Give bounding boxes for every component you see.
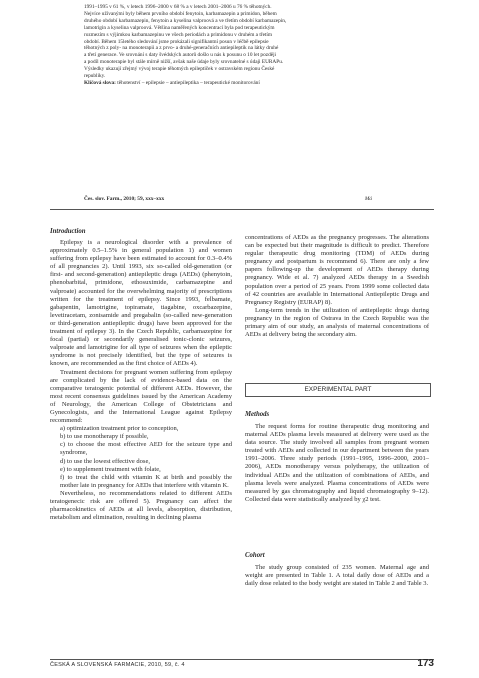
footer-divider: [50, 659, 434, 660]
header-divider: [50, 209, 434, 210]
list-item: e) to supplement treatment with folate,: [60, 465, 161, 473]
keywords: [84, 80, 376, 87]
citation-line: [84, 196, 376, 202]
abstract-line: a podíl monoterapie byl stále mírně nižší, avšak naše údaje byly srovnatelné s údaji EURAPu.: [84, 59, 284, 66]
intro-paragraph-2: Treatment decisions for pregnant women suffering from epilepsy are complicated by the lack of evidence-based data on the comparative teratogenic potential of different AEDs. However, the most recent consensus guidelines issued by the American Academy of Neurology, the American College of Obstetricians and Gynecologists, and the International League against Epilepsy recommend:: [50, 368, 232, 425]
keywords-label: Klíčová slova:: [84, 79, 116, 86]
list-item: b) to use monotherapy if possible,: [60, 433, 149, 441]
abstract-line: těhotných z poly- na monoterapii a z prvo- a druhé-generačních antiepileptik na látky druhé: [84, 45, 279, 52]
journal-footer: ČESKÁ A SLOVENSKÁ FARMACIE, 2010, 59, č. 4: [50, 662, 185, 668]
intro-continued: concentrations of AEDs as the pregnancy progresses. The alterations can be expected but their magnitude is difficult to predict. Therefore regular therapeutic drug monitoring (TDM) of AEDs during pregnancy and postpartum is recommend 6). There are only a few papers following-up the development of AEDs therapy during pregnancy. Wide et al. 7) analyzed AEDs therapy in a Swedish population over a period of 25 years. From 1999 some collected data of 42 countries are available in International Antiepileptic Drugs and Pregnancy Registry (EURAP) 8).: [245, 234, 429, 306]
abstract-line: lamotrigin a kyselina valproová. Většina naměřených koncentrací byla pod terapeutickým: [84, 24, 275, 31]
abstract-line: Výsledky ukazují zřejmý vývoj terapie těhotných epileptiček v ostravském regionu České: [84, 66, 275, 73]
experimental-part-box: EXPERIMENTAL PART: [245, 383, 431, 397]
list-item: a) optimization treatment prior to conception,: [60, 425, 179, 433]
right-column-top: [245, 234, 429, 339]
cohort-text-block: [245, 564, 429, 588]
introduction-heading: Introduction: [50, 228, 86, 235]
list-item: d) to use the lowest effective dose,: [60, 457, 150, 465]
intro-paragraph-1: Epilepsy is a neurological disorder with a prevalence of approximately 0.5–1.5% in general population 1) and women suffering from epilepsy have been estimated to account for 0.3–0.4% of all pregnancies 2). Until 1993, six so-called old-generation (or first- and second-generation) antiepileptic drugs (AEDs) (phenytoin, phenobarbital, primidone, ethosuximide, carbamazepine and valproate) accounted for the overwhelming majority of prescriptions written for the treatment of epilepsy. Since 1993, felbamate, gabapentin, lamotrigine, topiramate, tiagabine, oxcarbazepine, levetiracetam, zonisamide and pregabalin (so-called new-generation or third-generation antiepileptic drugs) have been approved for the treatment of epilepsy 3). In the Czech Republic, carbamazepine for focal (partial) or secondarily generalised tonic-clonic seizures, valproate and lamotrigine for all type of seizures when the epileptic syndrome is not precisely identified, but the type of seizures is known, are recommended as the first choice of AEDs 4).: [50, 239, 232, 368]
abstract-line: období. Během 15letého sledování jsme prokázali signifikantní posun v léčbě epilepsie: [84, 38, 269, 45]
list-item: f) to treat the child with vitamin K at birth and possibly the mother late in pregnancy for AEDs that interfere with vitamin K.: [60, 473, 232, 489]
keywords-text: těhotenství – epilepsie – antiepileptika – terapeutické monitorování: [115, 79, 260, 86]
left-column: [50, 239, 232, 522]
list-item: c) to choose the most effective AED for the seizure type and syndrome,: [60, 441, 232, 457]
methods-paragraph: The request forms for routine therapeutic drug monitoring and maternal AEDs plasma levels measured at delivery were used as the data source. The study involved all samples from pregnant women treated with AEDs and collected in our department between the years 1991–2006. Three study periods (1991–1995, 1996–2000, 2001–2006), AEDs monotherapy versus polytherapy, the utilization of individual AEDs and the utilization of combinations of AEDs, and plasma levels were analyzed. Plasma concentrations of AEDs were measured by gas chromatography and liquid chromatography 9–12). Collected data were statistically analyzed by χ2 test.: [245, 423, 429, 503]
methods-heading: Methods: [245, 411, 270, 418]
abstract-line: Nejvíce užívanými byly během prvního období fenytoin, karbamazepin a primidon, během: [84, 10, 277, 17]
intro-aim-paragraph: Long-term trends in the utilization of antiepileptic drugs during pregnancy in the region of Ostrava in the Czech Republic was the primary aim of our study, an analysis of maternal concentrations of AEDs at delivery being the secondary aim.: [245, 306, 429, 339]
cohort-heading: Cohort: [245, 552, 265, 559]
czech-abstract: [84, 4, 376, 87]
intro-paragraph-3: Nevertheless, no recommendations related to different AEDs teratogenecic risk are offered 5). Pregnancy can affect the pharmacokinetics of AEDs at all levels, absorption, distribution, metabolism and elimination, resulting in declining plasma: [50, 489, 232, 522]
methods-text-block: [245, 423, 429, 504]
abstract-line: 1991–1995 v 61 %, v letech 1996–2000 v 68 % a v letech 2001–2006 u 76 % těhotných.: [84, 4, 272, 10]
abstract-line: rozmezím s výjimkou karbamazepinu ve všech periodách a primidonu v druhém a třetím: [84, 31, 272, 38]
page-number: 173: [417, 658, 434, 669]
abstract-line: a třetí generace. Ve srovnání s daty švédských autorů došlo u nás k posunu o 10 let později: [84, 52, 277, 59]
recommendation-list: [50, 425, 232, 490]
citation-text: Čes. slov. Farm., 2010; 59, xxx–xxx: [84, 196, 165, 202]
abstract-line: republiky.: [84, 73, 106, 80]
citation-right: Má: [364, 196, 372, 202]
abstract-line: druhého období karbamazepin, fenytoin a kyselina valproová a ve třetím období karbamazepin,: [84, 17, 287, 24]
cohort-paragraph: The study group consisted of 235 women. Maternal age and weight are presented in Table 1. A total daily dose of AEDs and a daily dose related to the body weight are stated in Table 2 and Table 3.: [245, 564, 429, 588]
